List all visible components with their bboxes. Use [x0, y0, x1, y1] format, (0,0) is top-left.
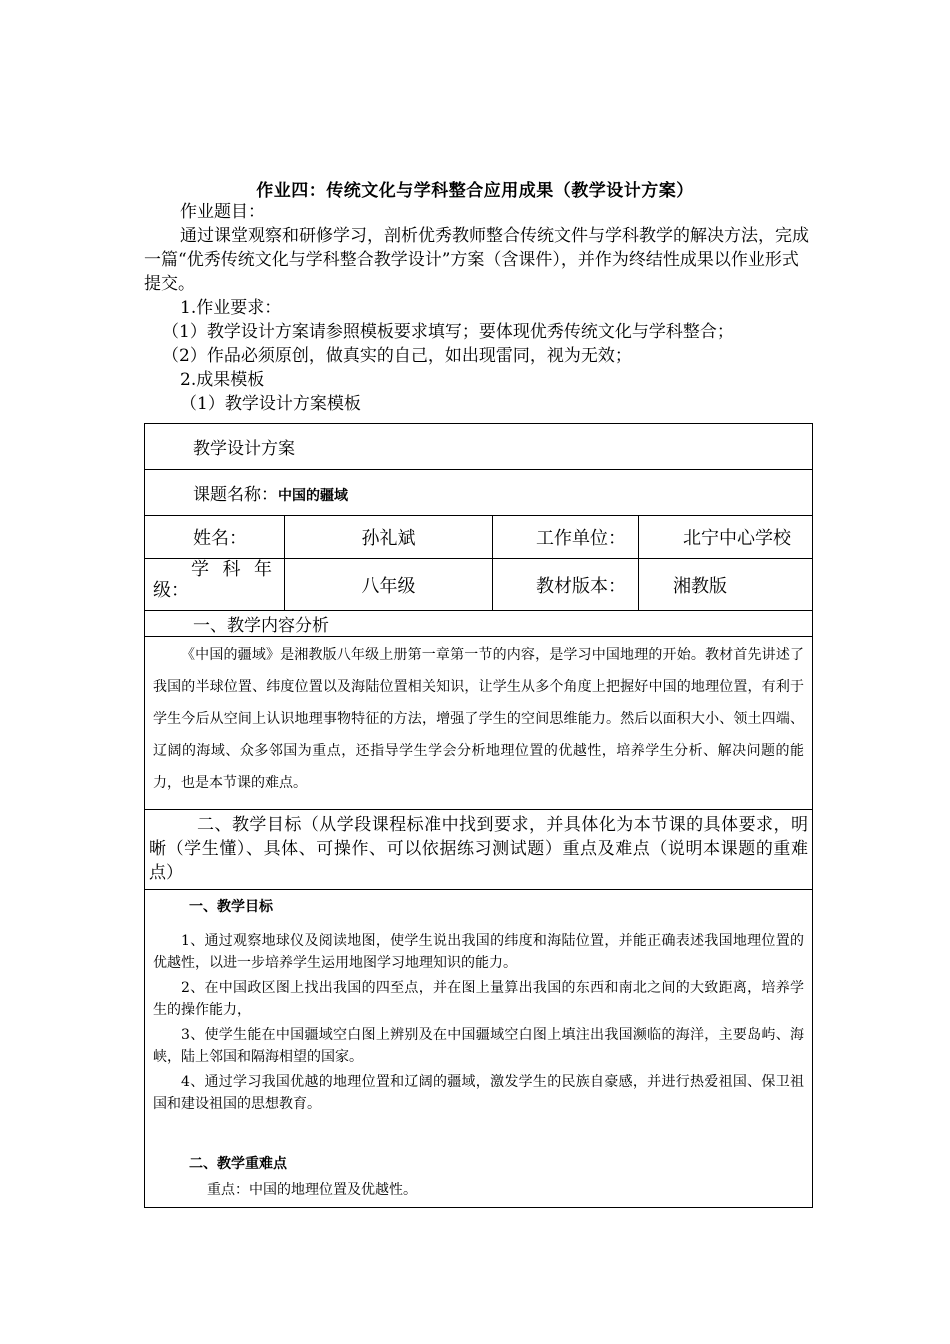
version-value: 湘教版 [639, 559, 813, 611]
subject-label-line2: 级： [153, 580, 189, 601]
course-cell [145, 470, 813, 516]
name-value: 孙礼斌 [285, 516, 493, 559]
section1-title: 一、教学内容分析 [145, 611, 813, 637]
goals-heading: 一、教学目标 [189, 899, 273, 915]
teaching-plan-table [144, 423, 813, 1208]
name-label: 姓名： [145, 516, 285, 559]
subject-row [145, 559, 813, 611]
template-item-1: （1）教学设计方案模板 [180, 394, 361, 414]
goal-item: 2、在中国政区图上找出我国的四至点，并在图上量算出我国的东西和南北之间的大致距离，培养学生的操作能力， [153, 980, 804, 1018]
requirement-1: （1）教学设计方案请参照模板要求填写；要体现优秀传统文化与学科整合； [162, 322, 734, 342]
requirement-2: （2）作品必须原创，做真实的自己，如出现雷同，视为无效； [162, 346, 632, 366]
section1-content [145, 637, 813, 810]
goals-row [145, 890, 813, 1208]
key-heading: 二、教学重难点 [189, 1156, 287, 1172]
subject-value: 八年级 [285, 559, 493, 611]
unit-label: 工作单位： [493, 516, 639, 559]
topic-text: 通过课堂观察和研修学习，剖析优秀教师整合传统文件与学科教学的解决方法，完成一篇“优秀传统文化与学科整合教学设计”方案（含课件），并作为终结性成果以作业形式提交。 [144, 226, 809, 294]
section2-title-row [145, 810, 813, 890]
section1-title-row [145, 611, 813, 637]
assignment-intro [144, 200, 812, 416]
unit-value: 北宁中心学校 [639, 516, 813, 559]
course-name: 中国的疆域 [278, 488, 348, 504]
course-row [145, 470, 813, 516]
section1-content-row [145, 637, 813, 810]
topic-label: 作业题目： [180, 202, 265, 222]
document-title: 作业四：传统文化与学科整合应用成果（教学设计方案） [256, 181, 694, 201]
section2-title: 二、教学目标（从学段课程标准中找到要求，并具体化为本节课的具体要求，明晰（学生懂）、具体、可操作、可以依据练习测试题）重点及难点（说明本课题的重难点） [145, 810, 813, 890]
name-row [145, 516, 813, 559]
subject-label [145, 559, 285, 611]
plan-header-row [145, 424, 813, 470]
section1-text: 《中国的疆域》是湘教版八年级上册第一章第一节的内容，是学习中国地理的开始。教材首先讲述了我国的半球位置、纬度位置以及海陆位置相关知识，让学生从多个角度上把握好中国的地理位置，有利于学生今后从空间上认识地理事物特征的方法，增强了学生的空间思维能力。然后以面积大小、领土四端、辽阔的海域、众多邻国为重点，还指导学生学会分析地理位置的优越性，培养学生分析、解决问题的能力，也是本节课的难点。 [153, 647, 804, 791]
version-label: 教材版本： [493, 559, 639, 611]
template-heading: 2.成果模板 [180, 370, 265, 390]
subject-label-line1: 学 科 年 [191, 559, 272, 580]
goal-item: 1、通过观察地球仪及阅读地图，使学生说出我国的纬度和海陆位置，并能正确表述我国地理位置的优越性，以进一步培养学生运用地图学习地理知识的能力。 [153, 933, 804, 971]
course-label: 课题名称： [193, 485, 278, 505]
key-point: 重点：中国的地理位置及优越性。 [207, 1182, 417, 1198]
goal-item: 3、使学生能在中国疆域空白图上辨别及在中国疆域空白图上填注出我国濒临的海洋，主要岛屿、海峡，陆上邻国和隔海相望的国家。 [153, 1027, 804, 1065]
requirements-heading: 1.作业要求： [180, 298, 282, 318]
goal-item: 4、通过学习我国优越的地理位置和辽阔的疆域，激发学生的民族自豪感，并进行热爱祖国、保卫祖国和建设祖国的思想教育。 [153, 1074, 804, 1112]
goals-cell [145, 890, 813, 1208]
plan-header: 教学设计方案 [145, 424, 813, 470]
